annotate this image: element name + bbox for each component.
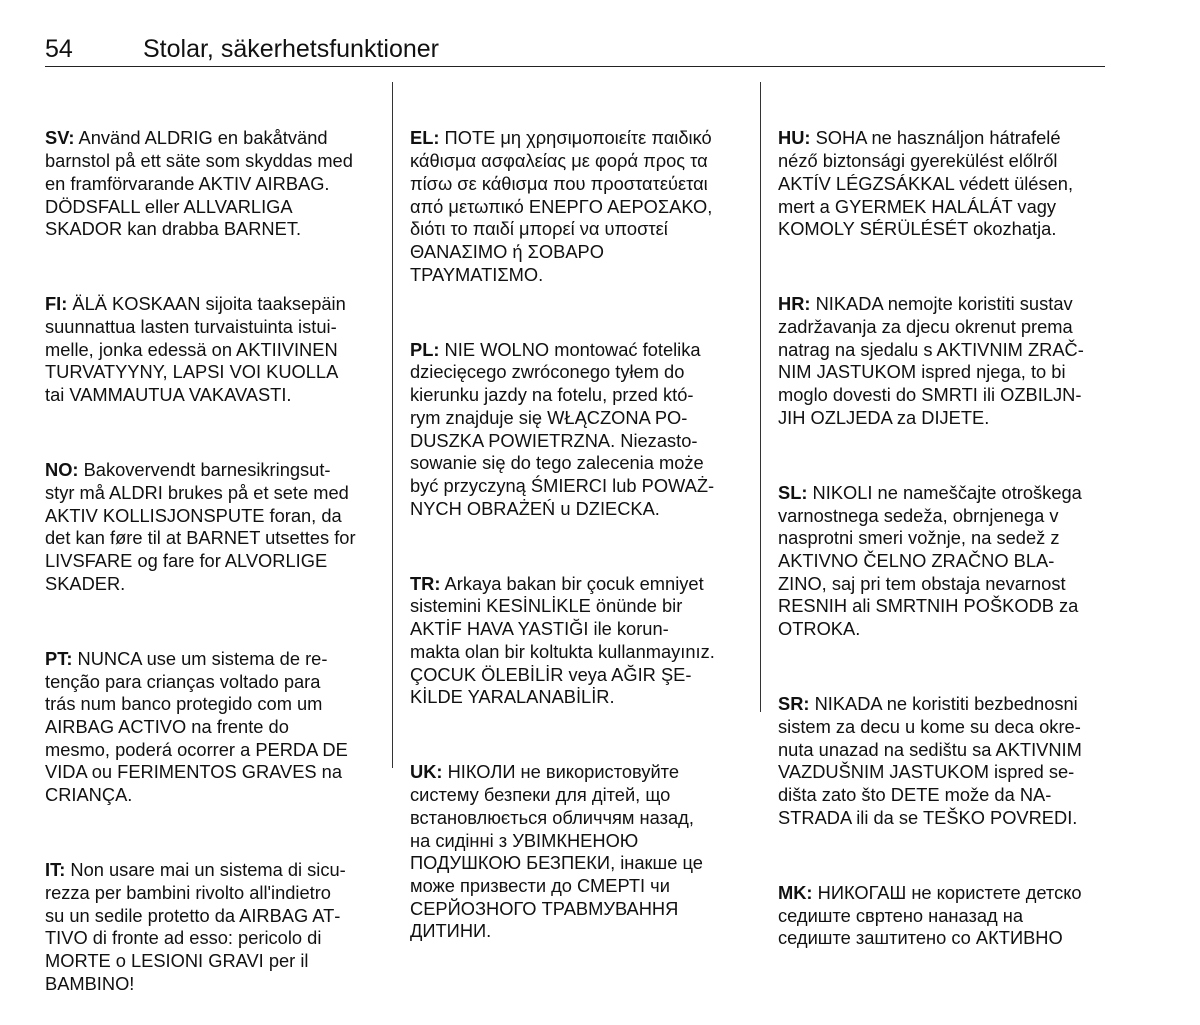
column-1 — [45, 82, 385, 1025]
warning-text: ÄLÄ KOSKAAN sijoita taaksepäin suunnattua lasten turvaistuinta istui‐ melle, jonka edessä on AKTIIVINEN TURVATYYNY, LAPSI VOI KUOLLA tai VAMMAUTUA VAKAVASTI. — [45, 293, 346, 406]
warning-text: НІКОЛИ не використовуйте систему безпеки для дітей, що встановлюється обличчям назад, на сидінні з УВІМКНЕНОЮ ПОДУШКОЮ БЕЗПЕКИ, інакше це може призвести до СМЕРТІ чи СЕРЙОЗНОГО ТРАВМУВАННЯ ДИТИНИ. — [410, 761, 703, 942]
warning-text: NIKOLI ne nameščajte otroškega varnostnega sedeža, obrnjenega v nasprotni smeri vožnje, na sedež z AKTIVNO ČELNO ZRAČNO BLA‐ ZINO, saj pri tem obstaja nevarnost RESNIH ali SMRTNIH POŠKODB za OTROKA. — [778, 481, 1082, 640]
language-code: FI: — [45, 293, 68, 315]
warning-uk — [410, 761, 755, 943]
warning-text: Non usare mai un sistema di sicu‐ rezza per bambini rivolto all'indietro su un sedile protetto da AIRBAG AT‐ TIVO di fronte ad esso: pericolo di MORTE o LESIONI GRAVI per il BAMBINO! — [45, 859, 346, 994]
warning-mk — [778, 882, 1108, 950]
warning-sr — [778, 693, 1108, 829]
warning-fi — [45, 293, 385, 407]
warning-text: Arkaya bakan bir çocuk emniyet sistemini KESİNLİKLE önünde bir AKTİF HAVA YASTIĞI ile korun‐ makta olan bir koltukta kullanmayınız. ÇOCUK ÖLEBİLİR veya AĞIR ŞE‐ KİLDE YARALANABİLİR. — [410, 572, 715, 708]
warning-text: ΠΟΤΕ μη χρησιμοποιείτε παιδικό κάθισμα ασφαλείας με φορά προς τα πίσω σε κάθισμα που προστατεύεται από μετωπικό ΕΝΕΡΓΟ ΑΕΡΟΣΑΚΟ, διότι το παιδί μπορεί να υποστεί ΘΑΝΑΣΙΜΟ ή ΣΟΒΑΡΟ ΤΡΑΥΜΑΤΙΣΜΟ. — [410, 127, 713, 285]
language-code: HR: — [778, 293, 811, 315]
language-code: SL: — [778, 481, 808, 503]
page-title: Stolar, säkerhetsfunktioner — [143, 35, 439, 63]
language-code: IT: — [45, 859, 66, 881]
language-code: SV: — [45, 127, 75, 149]
warning-text: NUNCA use um sistema de re‐ tenção para crianças voltado para trás num banco protegido com um AIRBAG ACTIVO na frente do mesmo, poderá ocorrer a PERDA DE VIDA ou FERIMENTOS GRAVES na CRIANÇA. — [45, 647, 348, 806]
language-code: PT: — [45, 647, 73, 669]
column-2 — [410, 82, 755, 973]
warning-text: NIE WOLNO montować fotelika dziecięcego zwróconego tyłem do kierunku jazdy na fotelu, przed któ‐ rym znajduje się WŁĄCZONA PO‐ DUSZKA POWIETRZNA. Niezasto‐ sowanie się do tego zalecenia może być przyczyną ŚMIERCI lub POWAŻ‐ NYCH OBRAŻEŃ u DZIECKA. — [410, 338, 715, 519]
language-code: NO: — [45, 459, 79, 481]
warning-el — [410, 127, 755, 286]
warning-pl — [410, 339, 755, 521]
warning-sl — [778, 482, 1108, 641]
warning-text: SOHA ne használjon hátrafelé néző biztonsági gyerekülést előlről AKTÍV LÉGZSÁKKAL védett ülésen, mert a GYERMEK HALÁLÁT vagy KOMOLY SÉRÜLÉSÉT okozhatja. — [778, 127, 1074, 240]
page-header — [45, 34, 1105, 67]
warning-text: Använd ALDRIG en bakåtvänd barnstol på ett säte som skyddas med en framförvarande AKTIV AIRBAG. DÖDSFALL eller ALLVARLIGA SKADOR kan drabba BARNET. — [45, 127, 353, 240]
language-code: UK: — [410, 761, 443, 783]
warning-no — [45, 459, 385, 595]
language-code: EL: — [410, 127, 440, 149]
warning-text: NIKADA nemojte koristiti sustav zadržavanja za djecu okrenut prema natrag na sjedalu s AKTIVNIM ZRAČ‐ NIM JASTUKOM ispred njega, to bi moglo dovesti do SMRTI ili OZBILJN‐ JIH OZLJEDA za DIJETE. — [778, 293, 1084, 428]
warning-it — [45, 859, 385, 995]
warning-hr — [778, 293, 1108, 429]
column-3 — [778, 82, 1108, 980]
warning-sv — [45, 127, 385, 241]
column-divider-1 — [392, 82, 393, 768]
language-code: MK: — [778, 881, 813, 903]
page-number: 54 — [45, 35, 73, 63]
warning-text: НИКОГАШ не користете детско седиште свртено наназад на седиште заштитено со АКТИВНО — [778, 881, 1082, 949]
language-code: TR: — [410, 572, 441, 594]
column-divider-2 — [760, 82, 761, 712]
language-code: HU: — [778, 127, 811, 149]
warning-pt — [45, 648, 385, 807]
warning-hu — [778, 127, 1108, 241]
warning-text: Bakovervendt barnesikringsut‐ styr må ALDRI brukes på et sete med AKTIV KOLLISJONSPUTE foran, da det kan føre til at BARNET utsettes for LIVSFARE og fare for ALVORLIGE SKADER. — [45, 459, 356, 594]
language-code: PL: — [410, 338, 440, 360]
warning-text: NIKADA ne koristiti bezbednosni sistem za decu u kome su deca okre‐ nuta unazad na sedištu sa AKTIVNIM VAZDUŠNIM JASTUKOM ispred se‐ dišta zato što DETE može da NA‐ STRADA ili da se TEŠKO POVREDI. — [778, 693, 1082, 828]
language-code: SR: — [778, 693, 810, 715]
warning-tr — [410, 573, 755, 709]
